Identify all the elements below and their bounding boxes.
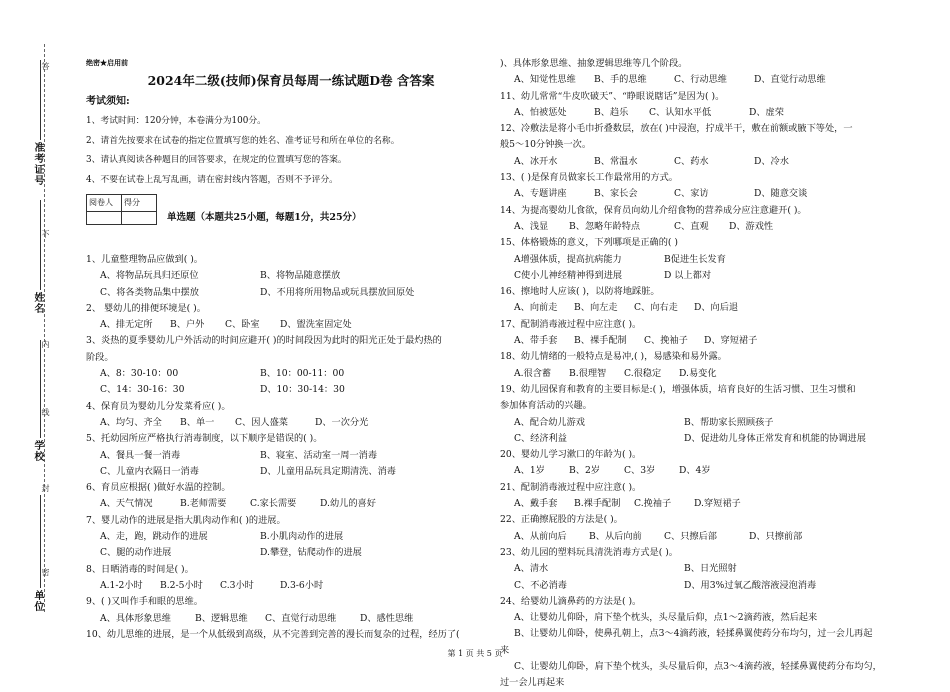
answer-option[interactable]: D、用3%过氧乙酸溶液浸泡消毒 [684,579,817,591]
option-row [500,578,920,594]
answer-option[interactable]: A、浅显 [514,220,549,232]
answer-option[interactable]: D、感性思维 [360,612,414,624]
option-row [86,285,486,301]
option-row [500,463,920,479]
answer-option[interactable]: D、儿童用品玩具定期清洗、消毒 [260,465,396,477]
seal-dashed-line [44,44,45,612]
notice-item: 4、不要在试卷上乱写乱画，请在密封线内答题，否则不予评分。 [86,174,338,185]
notice-heading: 考试须知: [86,96,130,107]
name-label: 姓名 [32,292,43,314]
question-text: B、让婴幼儿仰卧，使鼻孔朝上，点3～4滴药液，轻揉鼻翼使药分布均匀，过一会儿再起 [514,628,873,640]
seal-mark: 封 [41,484,50,492]
answer-option[interactable]: C、药水 [674,155,709,167]
option-row [500,154,920,170]
answer-option[interactable]: A、排无定所 [100,319,153,331]
ticket-number-label: 准考证号 [32,142,43,186]
option-row [500,105,920,121]
answer-option[interactable]: D、盥洗室固定处 [280,319,352,331]
answer-option[interactable]: C、卧室 [225,319,260,331]
score-cell: 得分 [122,195,157,212]
question-text: 18、幼儿情绪的一般特点是易冲,( )，易感染和易外露。 [500,351,727,363]
answer-option[interactable]: B、寝室、活动室一周一消毒 [260,449,378,461]
answer-option[interactable]: A、1岁 [514,465,545,477]
answer-option[interactable]: C、向右走 [634,302,678,314]
answer-option[interactable]: C、行动思维 [674,74,727,86]
answer-option[interactable]: B.小肌肉动作的进展 [260,531,344,543]
question-text: 24、给婴幼儿滴鼻药的方法是( )。 [500,595,642,607]
option-row [86,382,486,398]
answer-option[interactable]: C、儿童内衣隔日一消毒 [100,465,199,477]
option-row [86,496,486,512]
answer-option[interactable]: D、10：30-14：30 [260,384,345,396]
answer-option[interactable]: A、走，跑，跳动作的进展 [100,531,208,543]
question-list-left [86,252,486,643]
answer-option[interactable]: A、8：30-10：00 [100,368,179,380]
answer-option[interactable]: C、不必消毒 [514,579,567,591]
option-row [500,496,920,512]
answer-option[interactable]: D、随意交谈 [754,188,808,200]
answer-option[interactable]: C.3小时 [220,579,254,591]
grader-cell: 阅卷人 [87,195,122,212]
option-row [86,448,486,464]
grader-value-cell[interactable] [87,212,122,225]
notice-item: 2、请首先按要求在试卷的指定位置填写您的姓名、准考证号和所在单位的名称。 [86,135,400,146]
option-row [500,529,920,545]
question-text: 15、体格锻炼的意义，下列哪项是正确的( ) [500,237,678,249]
answer-option[interactable]: D、只擦前部 [749,530,803,542]
question-text: 23、幼儿园的塑料玩具清洗消毒方式是( )。 [500,546,678,558]
question-text: )、具体形象思维、抽象逻辑思维等几个阶段。 [500,58,688,69]
name-line [40,200,41,290]
answer-option[interactable]: C、14：30-16：30 [100,384,185,396]
question-text: 7、婴儿动作的进展是指大肌肉动作和( )的进展。 [86,514,286,526]
option-row [500,415,920,431]
answer-option[interactable]: B、从后向前 [589,530,642,542]
option-row [500,186,920,202]
answer-option[interactable]: C、直观 [674,220,709,232]
answer-option[interactable]: C、家访 [674,188,709,200]
answer-option[interactable]: D.幼儿的喜好 [320,498,376,510]
answer-option[interactable]: A、餐具一餐一消毒 [100,449,181,461]
answer-option[interactable]: C、认知水平低 [649,106,712,118]
answer-option[interactable]: B、逻辑思维 [195,612,248,624]
answer-option[interactable]: D、一次分光 [315,416,369,428]
option-row [500,431,920,447]
answer-option[interactable]: B、10：00-11：00 [260,368,345,380]
question-text: 17、配制消毒液过程中应注意( )。 [500,318,642,330]
answer-option[interactable]: D、游戏性 [729,220,774,232]
option-row [500,561,920,577]
option-row [500,366,920,382]
question-text: 5、托幼园所应严格执行消毒制度，以下顺序是错误的( )。 [86,433,323,445]
question-text: 16、擦地时人应该( )，以防将地踩脏。 [500,286,660,298]
answer-option[interactable]: B、手的思维 [594,74,647,86]
question-text: 来 [500,644,510,656]
question-text: 20、婴幼儿学习漱口的年龄为( )。 [500,449,642,461]
answer-option[interactable]: D、穿短裙子 [704,335,758,347]
question-text: 21、配制消毒液过程中应注意( )。 [500,481,642,493]
option-row [500,333,920,349]
question-text: 14、为提高婴幼儿食欲，保育员向幼儿介绍食物的营养成分应注意避开( )。 [500,204,807,216]
question-text: 4、保育员为婴幼儿分发菜肴应( )。 [86,400,231,412]
answer-option[interactable]: D、4岁 [679,465,711,477]
question-text: 2、 婴幼儿的排便环境是( )。 [86,302,206,314]
answer-option[interactable]: B、向左走 [574,302,618,314]
answer-option[interactable]: D.穿短裙子 [694,498,741,510]
answer-option[interactable]: D.易变化 [679,367,717,379]
answer-option[interactable]: B、2岁 [569,465,600,477]
answer-option[interactable]: A、冰开水 [514,155,558,167]
answer-option[interactable]: C.很稳定 [624,367,662,379]
answer-option[interactable]: C、腿的动作进展 [100,547,172,559]
unit-label: 单位 [32,590,43,612]
left-column [86,56,486,643]
answer-option[interactable]: B、裸手配制 [574,335,627,347]
page-footer: 第 1 页 共 5 页 [447,649,503,658]
question-text: 10、幼儿思维的进展，是一个从低级到高级，从不完善到完善的漫长而复杂的过程，经历了( [86,628,460,640]
notice-item: 3、请认真阅读各种题目的回答要求，在规定的位置填写您的答案。 [86,155,347,165]
option-row [500,219,920,235]
seal-mark: 内 [41,340,50,348]
answer-option[interactable]: C、经济利益 [514,432,567,444]
answer-option[interactable]: A、将物品玩具归还原位 [100,270,199,282]
right-column [500,56,920,692]
question-text: C、让婴幼儿仰卧，肩下垫个枕头，头尽量后仰，点3～4滴药液，轻揉鼻翼使药分布均匀， [514,660,882,672]
answer-option[interactable]: A、配合幼儿游戏 [514,416,585,428]
answer-option[interactable]: C.家长需要 [250,498,297,510]
page-title: 2024年二级(技师)保育员每周一练试题D卷 含答案 [147,73,435,88]
option-row [86,317,486,333]
question-text: A、让婴幼儿仰卧，肩下垫个枕头，头尽量后仰，点1～2滴药液，然后起来 [514,612,818,624]
option-row [86,611,486,627]
option-row [86,268,486,284]
notice-item: 1、考试时间：120分钟，本卷满分为100分。 [86,116,266,126]
option-row [86,578,486,594]
seal-mark: 密 [41,568,50,576]
answer-option[interactable]: A、从前向后 [514,530,567,542]
question-text: 22、正确擦屁股的方法是( )。 [500,514,623,526]
answer-option[interactable]: C、3岁 [624,465,656,477]
question-text: 6、育员应根据( )做好水温的控制。 [86,482,231,494]
option-row [86,464,486,480]
answer-option[interactable]: A增强体质，提高抗病能力 [514,253,622,265]
option-row [86,545,486,561]
option-row [86,529,486,545]
answer-option[interactable]: A、具体形象思维 [100,612,171,624]
answer-option[interactable]: A、均匀、齐全 [100,416,162,428]
option-row [86,366,486,382]
question-text: 般5～10分钟换一次。 [500,139,592,151]
answer-option[interactable]: C、只擦后部 [664,530,717,542]
answer-option[interactable]: D 以上都对 [664,269,712,281]
seal-mark: 不 [41,230,50,238]
question-text: 阶段。 [86,351,114,363]
option-row [500,268,920,284]
answer-option[interactable]: B、趋乐 [594,106,629,118]
answer-option[interactable]: D、直觉行动思维 [754,74,826,86]
answer-option[interactable]: B、将物品随意摆放 [260,270,341,282]
answer-option[interactable]: B、户外 [170,319,205,331]
question-text: 11、幼儿常常“牛皮吹破天”、“睁眼说瞎话”是因为( )。 [500,90,725,102]
answer-option[interactable]: D.3-6小时 [280,579,324,591]
binding-margin [0,0,70,671]
question-list-right [500,56,920,692]
section-title: 单选题（本题共25小题，每题1分，共25分） [167,212,362,223]
question-text: 8、日晒消毒的时间是( )。 [86,563,194,575]
answer-option[interactable]: B.老师需要 [180,498,227,510]
answer-option[interactable]: C、将各类物品集中摆放 [100,286,199,298]
answer-option[interactable]: A、怕被惩处 [514,106,567,118]
option-row [500,72,920,88]
score-table [86,194,157,225]
answer-option[interactable]: A.1-2小时 [100,579,143,591]
answer-option[interactable]: B.裸手配制 [574,498,621,510]
answer-option[interactable]: A、天气情况 [100,498,153,510]
question-text: 19、幼儿园保育和教育的主要目标是:( )，增强体质，培育良好的生活习惯、卫生习惯和 [500,383,856,395]
answer-option[interactable]: A、知觉性思维 [514,74,576,86]
answer-option[interactable]: A、向前走 [514,302,558,314]
answer-option[interactable]: B、帮助家长照顾孩子 [684,416,774,428]
answer-option[interactable]: C使小儿神经精神得到进展 [514,269,623,281]
answer-option[interactable]: D、向后退 [694,302,739,314]
answer-option[interactable]: D、促进幼儿身体正常发育和机能的协调进展 [684,432,866,444]
question-text: 9、( )又叫作手和眼的思维。 [86,596,203,608]
answer-option[interactable]: B、忽略年龄特点 [569,220,641,232]
answer-option[interactable]: C.挽袖子 [634,498,672,510]
school-line [40,340,41,438]
option-row [86,415,486,431]
answer-option[interactable]: A、专题讲座 [514,188,567,200]
option-row [500,252,920,268]
answer-option[interactable]: B促进生长发育 [664,253,726,265]
answer-option[interactable]: B.很理智 [569,367,607,379]
answer-option[interactable]: B、单一 [180,416,215,428]
answer-option[interactable]: A.很含蓄 [514,367,552,379]
answer-option[interactable]: A、带手套 [514,335,558,347]
answer-option[interactable]: D、不用将所用物品或玩具摆放回原处 [260,286,415,298]
score-row [86,194,486,238]
question-text: 1、儿童整理物品应做到( )。 [86,254,203,265]
answer-option[interactable]: A、清水 [514,563,549,575]
question-text: 3、炎热的夏季婴幼儿户外活动的时间应避开( )的时间段因为此时的阳光正处于最灼热的 [86,335,442,347]
answer-option[interactable]: B.2-5小时 [160,579,203,591]
answer-option[interactable]: B、常温水 [594,155,638,167]
answer-option[interactable]: B、日光照射 [684,563,737,575]
answer-option[interactable]: A、戴手套 [514,498,558,510]
question-text: 过一会儿再起来 [500,677,565,689]
question-text: 参加体育活动的兴趣。 [500,400,592,412]
question-text: 13、( )是保育员做家长工作最常用的方式。 [500,172,678,184]
answer-option[interactable]: D、虚荣 [749,106,784,118]
answer-option[interactable]: B、家长会 [594,188,638,200]
seal-mark: 线 [41,408,50,416]
secret-label: 绝密★启用前 [86,58,128,67]
answer-option[interactable]: D.攀登，钻爬动作的进展 [260,547,362,559]
school-label: 学校 [32,440,43,462]
question-text: 12、冷敷法是将小毛巾折叠数层，放在( )中浸泡，拧成半干，敷在前额或腋下等处，一 [500,123,853,135]
answer-option[interactable]: D、冷水 [754,155,789,167]
answer-option[interactable]: C、直觉行动思维 [265,612,337,624]
seal-mark: 答 [41,62,50,70]
ticket-number-line [40,60,41,140]
option-row [500,300,920,316]
answer-option[interactable]: C、因人盛菜 [235,416,288,428]
score-value-cell[interactable] [122,212,157,225]
answer-option[interactable]: C、挽袖子 [644,335,688,347]
